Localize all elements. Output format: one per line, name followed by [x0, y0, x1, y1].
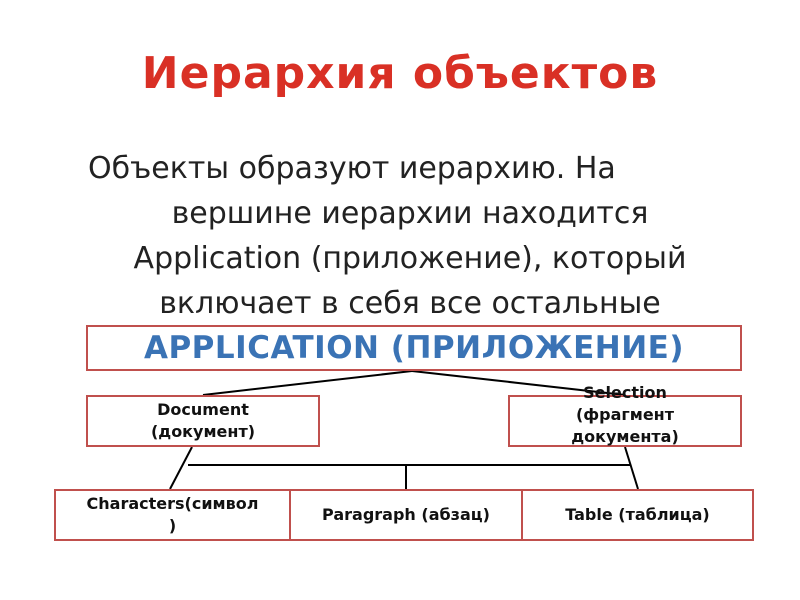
selection-label: Selection [583, 383, 667, 402]
selection-label-ru-2: документа) [571, 427, 679, 446]
application-label: APPLICATION (ПРИЛОЖЕНИЕ) [143, 330, 685, 366]
selection-box [508, 383, 742, 447]
connector-selection-to-table [625, 447, 638, 489]
characters-label: Characters(символ [86, 494, 259, 513]
document-label: Document [157, 400, 249, 419]
document-box [86, 395, 320, 447]
table-label: Table (таблица) [565, 505, 710, 524]
document-label-ru: (документ) [150, 422, 256, 441]
slide-title: Иерархия объектов [141, 48, 659, 99]
paragraph-line: включает в себя все остальные [159, 286, 661, 321]
paragraph-line: вершине иерархии находится [171, 196, 649, 231]
connector-document-to-characters [170, 447, 192, 489]
characters-label-end: ) [168, 516, 177, 535]
selection-label-ru: (фрагмент [575, 405, 675, 424]
paragraph-line: Application (приложение), который [133, 241, 687, 276]
characters-box [56, 491, 289, 539]
paragraph-label: Paragraph (абзац) [322, 505, 490, 524]
table-box [521, 491, 752, 539]
level3-row [54, 489, 754, 541]
application-box [86, 325, 742, 371]
paragraph-box [289, 491, 521, 539]
connector-root-to-document [203, 371, 412, 395]
paragraph-line: Объекты образуют иерархию. На [88, 151, 616, 186]
